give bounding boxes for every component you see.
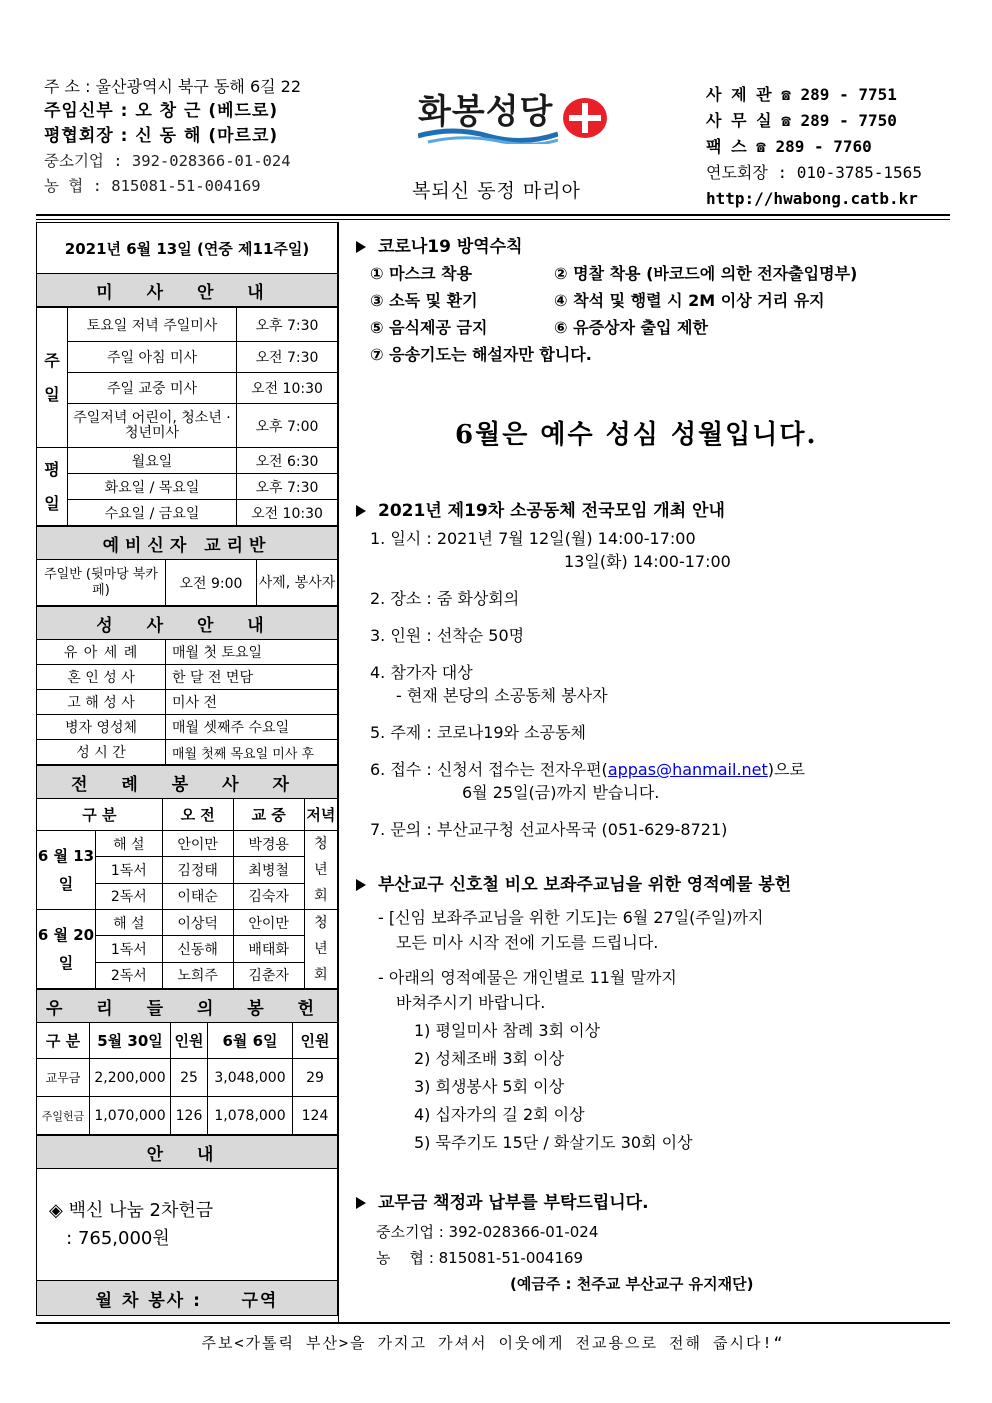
- server-role: 해 설: [96, 831, 163, 857]
- bishop-line: 5) 묵주기도 15단 / 화살기도 30회 이상: [414, 1133, 693, 1152]
- offering-amount: 1,078,000: [208, 1097, 293, 1135]
- rectory-phone: 사 제 관 ☎ 289 - 7751: [706, 85, 897, 104]
- mass-name: 화요일 / 목요일: [68, 474, 237, 500]
- weekday-label: 평일: [37, 448, 68, 526]
- mass-time: 오전 6:30: [237, 448, 338, 474]
- catechumen-time: 오전 9:00: [166, 560, 257, 606]
- catechumen-title: 예비신자 교리반: [37, 527, 338, 560]
- dues-title: 교무금 책정과 납부를 부탁드립니다.: [356, 1188, 946, 1213]
- email-link[interactable]: appas@hanmail.net: [607, 760, 768, 779]
- meeting-item: 6. 접수 : 신청서 접수는 전자우편(appas@hanmail.net)으로: [370, 760, 805, 779]
- servers-head: 저녁: [304, 799, 337, 831]
- servers-table: [36, 765, 338, 989]
- bishop-section: [356, 870, 946, 1157]
- server-name: 이태순: [162, 883, 233, 909]
- server-role: 1독서: [96, 857, 163, 883]
- server-name: 노희주: [162, 962, 233, 988]
- sacrament-when: 매월 첫째 목요일 미사 후: [166, 740, 338, 765]
- parish-logo-title: 화봉성당: [418, 92, 554, 132]
- footer-text: 주보<가톨릭 부산>을 가지고 가셔서 이웃에게 전교용으로 전해 줍시다!“: [201, 1334, 785, 1352]
- server-name: 안이만: [233, 910, 304, 936]
- notice-line: : 765,000원: [49, 1227, 170, 1249]
- notice-body: [37, 1169, 338, 1281]
- offering-head: 5월 30일: [90, 1023, 171, 1059]
- offering-type: 주일헌금: [37, 1097, 90, 1135]
- meeting-title: 2021년 제19차 소공동체 전국모임 개최 안내: [356, 496, 946, 521]
- bishop-line: - 아래의 영적예물은 개인별로 11월 말까지: [378, 968, 677, 987]
- sacrament-name: 유 아 세 례: [37, 640, 166, 665]
- offering-head: 인원: [293, 1023, 338, 1059]
- offering-amount: 2,200,000: [90, 1059, 171, 1097]
- month-banner: 6월은 예수 성심 성월입니다.: [455, 420, 818, 450]
- mass-name: 주일 아침 미사: [68, 342, 237, 373]
- servers-head: 교 중: [233, 799, 304, 831]
- catechumen-leader: 사제, 봉사자: [257, 560, 338, 606]
- sacrament-name: 병자 영성체: [37, 715, 166, 740]
- mass-time: 오전 10:30: [237, 500, 338, 526]
- bishop-line: 바쳐주시기 바랍니다.: [396, 993, 546, 1012]
- servers-date: 6 월 20 일: [37, 910, 96, 989]
- server-name: 김정태: [162, 857, 233, 883]
- dues-list: [376, 1219, 946, 1297]
- offering-count: 29: [293, 1059, 338, 1097]
- offering-type: 교무금: [37, 1059, 90, 1097]
- covid-rule: ⑥ 유증상자 출입 제한: [554, 318, 708, 337]
- covid-rule: ⑤ 음식제공 금지: [370, 318, 488, 337]
- mass-name: 토요일 저녁 주일미사: [68, 308, 237, 342]
- offering-amount: 3,048,000: [208, 1059, 293, 1097]
- server-name: 신동해: [162, 936, 233, 962]
- covid-rule: ① 마스크 착용: [370, 264, 472, 283]
- offering-count: 124: [293, 1097, 338, 1135]
- footer-rule: [36, 1322, 950, 1324]
- sacrament-when: 매월 첫 토요일: [166, 640, 338, 665]
- duty-row: 월 차 봉사 : 구역: [37, 1281, 338, 1316]
- council-row: 평협회장 : 신 동 해 (마르코): [44, 126, 279, 146]
- bank2-row: 농 협 : 815081-51-004169: [44, 177, 261, 195]
- triangle-bullet-icon: [356, 241, 366, 253]
- bishop-line: - [신임 보좌주교님을 위한 기도]는 6월 27일(주일)까지: [378, 908, 764, 927]
- bishop-list: [378, 905, 946, 1157]
- meeting-item: - 현재 본당의 소공동체 봉사자: [396, 686, 608, 705]
- sacrament-name: 혼 인 성 사: [37, 665, 166, 690]
- address-row: 주 소 : 울산광역시 북구 동해 6길 22: [44, 77, 302, 96]
- catechumen-class: 주일반 (뒷마당 북카페): [37, 560, 166, 606]
- covid-section: [356, 232, 946, 365]
- server-name: 박경용: [233, 831, 304, 857]
- dues-section: [356, 1188, 946, 1297]
- mass-table: [36, 307, 338, 526]
- triangle-bullet-icon: [356, 879, 366, 891]
- header-rule: [36, 214, 950, 216]
- servers-head: 오 전: [162, 799, 233, 831]
- left-column: [36, 222, 338, 1316]
- meeting-item: 5. 주제 : 코로나19와 소공동체: [370, 723, 586, 742]
- offering-head: 구 분: [37, 1023, 90, 1059]
- server-role: 2독서: [96, 883, 163, 909]
- mass-name: 수요일 / 금요일: [68, 500, 237, 526]
- mass-name: 주일 교중 미사: [68, 373, 237, 404]
- cross-logo-icon: [563, 98, 607, 138]
- sacrament-name: 성 시 간: [37, 740, 166, 765]
- offering-head: 6월 6일: [208, 1023, 293, 1059]
- server-role: 2독서: [96, 962, 163, 988]
- meeting-item: 3. 인원 : 선착순 50명: [370, 626, 525, 645]
- meeting-item: 1. 일시 : 2021년 7월 12일(월) 14:00-17:00: [370, 529, 696, 548]
- triangle-bullet-icon: [356, 505, 366, 517]
- offering-table: [36, 989, 338, 1135]
- notice-title: 안 내: [37, 1136, 338, 1169]
- sunday-label: 주일: [37, 308, 68, 448]
- servers-head: 구 분: [37, 799, 163, 831]
- contact-info: [706, 82, 922, 212]
- mass-time: 오전 10:30: [237, 373, 338, 404]
- offering-head: 인원: [171, 1023, 208, 1059]
- dues-line: 농 협 : 815081-51-004169: [376, 1249, 584, 1267]
- mass-time: 오후 7:00: [237, 404, 338, 448]
- server-name: 최병철: [233, 857, 304, 883]
- dues-line: (예금주 : 천주교 부산교구 유지재단): [510, 1275, 754, 1293]
- servers-title: 전 례 봉 사 자: [37, 766, 338, 799]
- mass-title: 미 사 안 내: [37, 274, 338, 307]
- bishop-line: 모든 미사 시작 전에 기도를 드립니다.: [396, 933, 659, 952]
- offering-amount: 1,070,000: [90, 1097, 171, 1135]
- bishop-line: 2) 성체조배 3회 이상: [414, 1049, 565, 1068]
- mass-time: 오후 7:30: [237, 474, 338, 500]
- sacrament-title: 성 사 안 내: [37, 607, 338, 640]
- catechumen-table: [36, 526, 338, 606]
- sacrament-when: 매월 셋째주 수요일: [166, 715, 338, 740]
- patron-subtitle: 복되신 동정 마리아: [412, 180, 581, 202]
- sacrament-table: [36, 606, 338, 765]
- mass-time: 오후 7:30: [237, 308, 338, 342]
- meeting-item: 13일(화) 14:00-17:00: [564, 552, 731, 571]
- bank1-row: 중소기업 : 392-028366-01-024: [44, 152, 291, 170]
- server-name: 김춘자: [233, 962, 304, 988]
- server-name: 안이만: [162, 831, 233, 857]
- servers-evening: 청년회: [304, 910, 337, 989]
- notice-line: ◈ 백신 나눔 2차헌금: [49, 1199, 214, 1221]
- mass-name: 월요일: [68, 448, 237, 474]
- fax-number: 팩 스 ☎ 289 - 7760: [706, 137, 872, 156]
- sacrament-name: 고 해 성 사: [37, 690, 166, 715]
- covid-rule: ② 명찰 착용 (바코드에 의한 전자출입명부): [554, 264, 858, 283]
- covid-rule: ③ 소독 및 환기: [370, 291, 478, 310]
- sacrament-when: 한 달 전 면담: [166, 665, 338, 690]
- column-divider: [338, 222, 339, 1322]
- meeting-item: 2. 장소 : 줌 화상회의: [370, 589, 520, 608]
- server-name: 김숙자: [233, 883, 304, 909]
- covid-rule: ⑦ 응송기도는 해설자만 합니다.: [370, 345, 592, 364]
- meeting-list: [370, 527, 946, 841]
- header-rule-thin: [36, 219, 950, 220]
- covid-rule: ④ 착석 및 행렬 시 2M 이상 거리 유지: [554, 291, 825, 310]
- mass-name: 주일저녁 어린이, 청소년 · 청년미사: [68, 404, 237, 448]
- triangle-bullet-icon: [356, 1197, 366, 1209]
- offering-count: 126: [171, 1097, 208, 1135]
- meeting-item: 6월 25일(금)까지 받습니다.: [462, 783, 660, 802]
- offering-title: 우 리 들 의 봉 헌: [37, 990, 338, 1023]
- dues-line: 중소기업 : 392-028366-01-024: [376, 1223, 599, 1241]
- mass-time: 오전 7:30: [237, 342, 338, 373]
- bishop-title: 부산교구 신호철 비오 보좌주교님을 위한 영적예물 봉헌: [356, 870, 946, 895]
- sacrament-when: 미사 전: [166, 690, 338, 715]
- date-table: [36, 222, 338, 307]
- website-link[interactable]: http://hwabong.catb.kr: [706, 189, 918, 208]
- server-role: 1독서: [96, 936, 163, 962]
- header-info: [44, 74, 344, 199]
- office-phone: 사 무 실 ☎ 289 - 7750: [706, 111, 897, 130]
- youth-contact: 연도회장 : 010-3785-1565: [706, 163, 922, 182]
- meeting-item: 4. 참가자 대상: [370, 663, 473, 682]
- server-name: 이상덕: [162, 910, 233, 936]
- server-name: 배태화: [233, 936, 304, 962]
- notice-table: [36, 1135, 338, 1316]
- servers-date: 6 월 13 일: [37, 831, 96, 910]
- meeting-item: 7. 문의 : 부산교구청 선교사목국 (051-629-8721): [370, 820, 728, 839]
- bishop-line: 4) 십자가의 길 2회 이상: [414, 1105, 585, 1124]
- servers-evening: 청년회: [304, 831, 337, 910]
- meeting-section: [356, 496, 946, 841]
- bishop-line: 3) 희생봉사 5회 이상: [414, 1077, 565, 1096]
- covid-title: 코로나19 방역수칙: [356, 232, 946, 257]
- bishop-line: 1) 평일미사 참례 3회 이상: [414, 1021, 601, 1040]
- offering-count: 25: [171, 1059, 208, 1097]
- server-role: 해 설: [96, 910, 163, 936]
- covid-rules: [370, 261, 946, 338]
- pastor-row: 주임신부 : 오 창 근 (베드로): [44, 101, 279, 121]
- bulletin-date: 2021년 6월 13일 (연중 제11주일): [37, 223, 338, 274]
- wave-logo-icon: [418, 126, 558, 144]
